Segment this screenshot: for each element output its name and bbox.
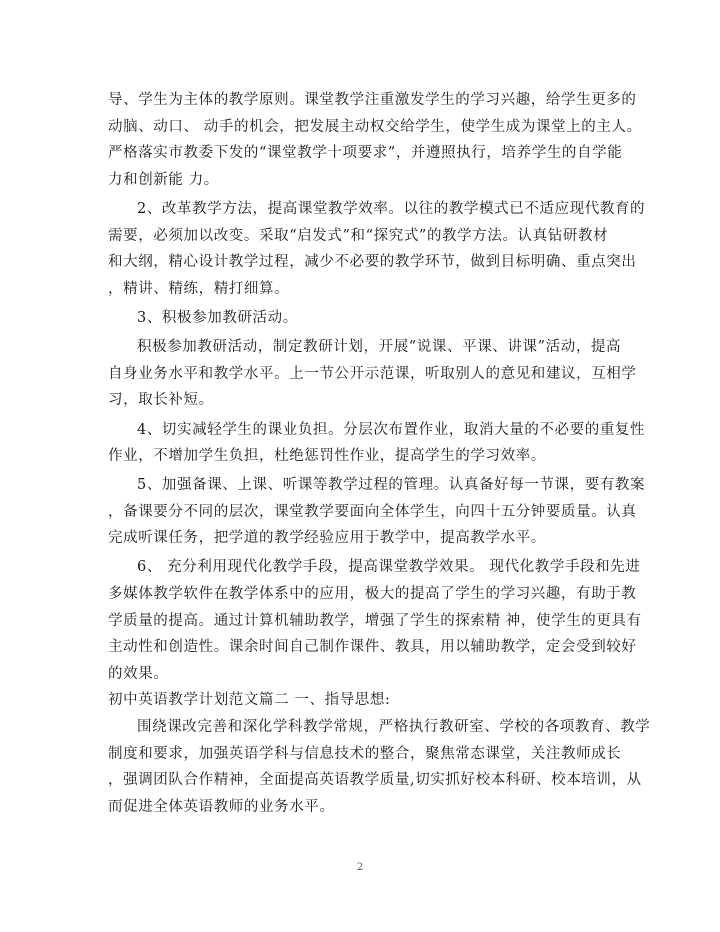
- text-line: 需要，必须加以改变。采取“启发式”和“探究式”的教学方法。认真钻研教材: [108, 228, 609, 244]
- text-line: ，备课要分不同的层次，课堂教学要面向全体学生，向四十五分钟要质量。认真: [108, 504, 637, 520]
- text-line: 习，取长补短。: [108, 392, 214, 408]
- text-line: 主动性和创造性。课余时间自己制作课件、教具，用以辅助教学，定会受到较好: [108, 639, 637, 655]
- text-line: ，强调团队合作精神，全面提高英语教学质量,切实抓好校本科研、校本培训，从: [108, 772, 642, 788]
- text-line: 的效果。: [108, 666, 169, 682]
- text-line: 自身业务水平和教学水平。上一节公开示范课，听取别人的意见和建议，互相学: [108, 366, 637, 382]
- text-line: 和大纲，精心设计教学过程，减少不必要的教学环节，做到目标明确、重点突出: [108, 254, 637, 270]
- text-line: 学质量的提高。通过计算机辅助教学，增强了学生的探索精 神，使学生的更具有: [108, 613, 642, 629]
- text-line: 力和创新能 力。: [108, 172, 219, 188]
- page-number: 2: [356, 862, 364, 873]
- text-line: 而促进全体英语教师的业务水平。: [108, 799, 335, 815]
- text-line: 4、切实减轻学生的课业负担。分层次布置作业，取消大量的不必要的重复性: [137, 422, 646, 438]
- text-line: 动脑、动口、 动手的机会，把发展主动权交给学生，使学生成为课堂上的主人。: [108, 119, 642, 135]
- text-line: 6、 充分利用现代化教学手段，提高课堂教学效果。 现代化教学手段和先进: [137, 559, 641, 575]
- text-line: 导、学生为主体的教学原则。课堂教学注重激发学生的学习兴趣，给学生更多的: [108, 92, 637, 108]
- text-line: 作业，不增加学生负担，杜绝惩罚性作业，提高学生的学习效率。: [108, 448, 546, 464]
- text-line: 积极参加教研活动，制定教研计划，开展“说课、平课、讲课”活动，提高: [137, 339, 622, 355]
- text-line: 3、积极参加教研活动。: [137, 310, 298, 326]
- text-line: 5、加强备课、上课、听课等教学过程的管理。认真备好每一节课，要有教案: [137, 477, 646, 493]
- text-line: 严格落实市教委下发的“课堂教学十项要求”，并遵照执行，培养学生的自学能: [108, 145, 623, 161]
- text-line: 完成听课任务，把学道的教学经验应用于教学中，提高教学水平。: [108, 530, 546, 546]
- text-line: ，精讲、精练，精打细算。: [108, 281, 290, 297]
- text-line: 围绕课改完善和深化学科教学常规，严格执行教研室、学校的各项教育、教学: [137, 719, 651, 735]
- section-heading: 初中英语教学计划范文篇二 一、指导思想:: [108, 692, 391, 708]
- text-line: 2、改革教学方法，提高课堂教学效率。以往的教学模式已不适应现代教育的: [137, 201, 646, 217]
- text-line: 多媒体教学软件在教学体系中的应用，极大的提高了学生的学习兴趣，有助于教: [108, 586, 637, 602]
- text-line: 制度和要求，加强英语学科与信息技术的整合，聚焦常态课堂，关注教师成长: [108, 746, 622, 762]
